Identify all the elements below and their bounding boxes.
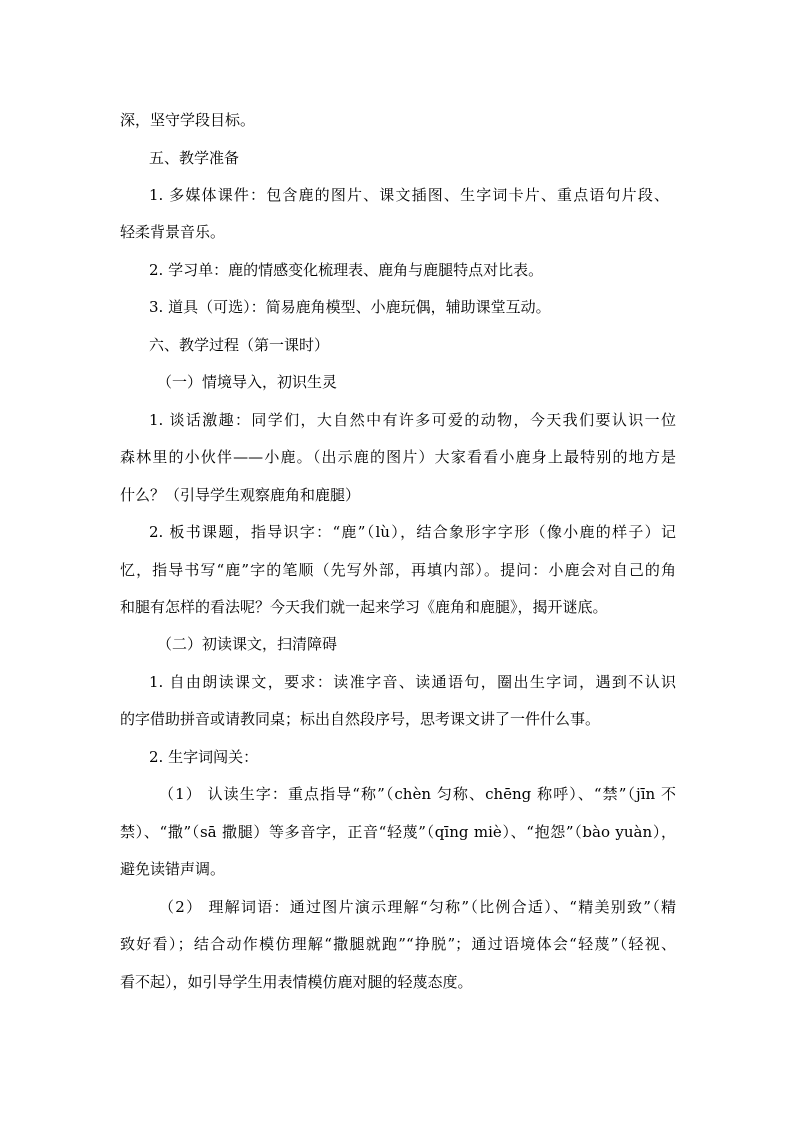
text-line: 森林里的小伙伴——小鹿。（出示鹿的图片）大家看看小鹿身上最特别的地方是 xyxy=(120,448,676,466)
text-line: 3. 道具（可选）：简易鹿角模型、小鹿玩偶，辅助课堂互动。 xyxy=(149,298,551,316)
text-line: 2. 学习单：鹿的情感变化梳理表、鹿角与鹿腿特点对比表。 xyxy=(149,261,544,279)
text-line: 什么？（引导学生观察鹿角和鹿腿） xyxy=(120,486,361,504)
text-line: 轻柔背景音乐。 xyxy=(120,223,226,241)
subsection-heading: （二）初读课文，扫清障碍 xyxy=(157,635,338,653)
text-line: 忆，指导书写“鹿”字的笔顺（先写外部，再填内部）。提问：小鹿会对自己的角 xyxy=(120,561,676,579)
subsection-heading: （一）情境导入，初识生灵 xyxy=(157,373,338,391)
text-line: 致好看）；结合动作模仿理解“撒腿就跑”“挣脱”；通过语境体会“轻蔑”（轻视、 xyxy=(120,935,676,953)
section-heading: 五、教学准备 xyxy=(149,149,240,167)
text-line: （2） 理解词语：通过图片演示理解“匀称”（比例合适）、“精美别致”（精 xyxy=(159,898,676,916)
text-line: 1. 自由朗读课文，要求：读准字音、读通语句，圈出生字词，遇到不认识 xyxy=(149,673,676,691)
text-line: 避免读错声调。 xyxy=(120,860,226,878)
text-line: 的字借助拼音或请教同桌；标出自然段序号，思考课文讲了一件什么事。 xyxy=(120,710,601,728)
text-line: 2. 生字词闯关： xyxy=(149,748,259,766)
text-line: 2. 板书课题，指导识字：“鹿”（lù），结合象形字字形（像小鹿的样子）记 xyxy=(149,523,676,541)
text-line: 1. 多媒体课件：包含鹿的图片、课文插图、生字词卡片、重点语句片段、 xyxy=(149,186,669,204)
section-heading: 六、教学过程（第一课时） xyxy=(149,336,330,354)
text-line: （1） 认读生字：重点指导“称”（chèn 匀称、chēng 称呼）、“禁”（jīn 不 xyxy=(159,785,676,803)
text-line: 深，坚守学段目标。 xyxy=(120,111,256,129)
text-line: 禁）、“撒”（sā 撒腿）等多音字，正音“轻蔑”（qīng miè）、“抱怨”（bào yuàn）， xyxy=(120,823,676,841)
text-line: 和腿有怎样的看法呢？今天我们就一起来学习《鹿角和鹿腿》，揭开谜底。 xyxy=(120,598,608,616)
text-line: 看不起），如引导学生用表情模仿鹿对腿的轻蔑态度。 xyxy=(120,973,473,991)
text-line: 1. 谈话激趣：同学们，大自然中有许多可爱的动物，今天我们要认识一位 xyxy=(149,411,676,429)
